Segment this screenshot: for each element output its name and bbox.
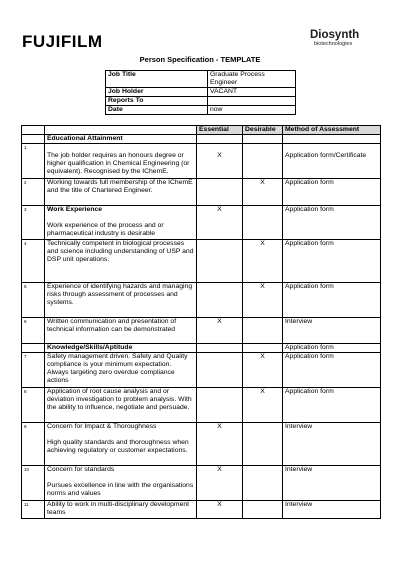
row-method: Interview [283, 501, 381, 519]
row-criteria [45, 206, 197, 240]
specification-table [21, 125, 381, 519]
row-title: Concern for standards [47, 466, 115, 473]
row-desirable: X [243, 353, 283, 388]
table-row [22, 179, 381, 206]
row-gap [47, 214, 194, 222]
job-info-table [105, 70, 296, 115]
section-essential [197, 344, 243, 353]
table-row [22, 206, 381, 240]
table-row [22, 240, 381, 283]
row-gap [199, 144, 240, 152]
row-num: 3 [22, 206, 45, 240]
row-title: Concern for Impact & Thoroughness [47, 423, 157, 430]
row-desirable [243, 206, 283, 240]
row-method: Application form [283, 240, 381, 283]
section-knowledge [45, 344, 197, 353]
reports-to-value [208, 97, 296, 106]
job-holder-value: VACANT [208, 88, 296, 97]
row-criteria [45, 466, 197, 501]
section-method: Application form [283, 344, 381, 353]
row-gap [47, 144, 194, 152]
row-criteria: Ability to work in multi-disciplinary development teams [45, 501, 197, 519]
table-header-row [22, 126, 381, 135]
date-value: now [208, 106, 296, 115]
row-essential: X [197, 423, 243, 466]
row-num: 10 [22, 466, 45, 501]
row-essential: X [197, 466, 243, 501]
row-method: Interview [283, 423, 381, 466]
row-gap [285, 144, 378, 152]
section-row-education [22, 135, 381, 144]
fujifilm-logo: FUJIFILM [22, 32, 103, 51]
row-num: 2 [22, 179, 45, 206]
row-text: High quality standards and thoroughness when achieving regulatory or customer expectations. [47, 439, 189, 454]
row-criteria: Written communication and presentation of technical information can be demonstrated [45, 318, 197, 344]
row-essential [197, 353, 243, 388]
row-method: Interview [283, 318, 381, 344]
row-num: 4 [22, 240, 45, 283]
row-text: The job holder requires an honours degree or higher qualification in Chemical Engineering (or equivalent). Recognised by the IChemE. [47, 152, 190, 175]
table-row [22, 501, 381, 519]
row-method: Application form [283, 388, 381, 423]
table-row [22, 318, 381, 344]
section-title: Knowledge/Skills/Aptitude [47, 344, 133, 351]
row-criteria: Safety management driven. Safety and Quality compliance is your minimum expectation. Always targeting zero overdue compliance actions [45, 353, 197, 388]
info-row-date [106, 106, 296, 115]
job-title-label: Job Title [106, 71, 208, 88]
table-row [22, 423, 381, 466]
table-row [22, 144, 381, 179]
section-num [22, 344, 45, 353]
date-label: Date [106, 106, 208, 115]
section-essential [197, 135, 243, 144]
section-education [45, 135, 197, 144]
header-essential: Essential [197, 126, 243, 135]
table-row [22, 388, 381, 423]
row-method: Application form [283, 353, 381, 388]
document-title: Person Specification - TEMPLATE [139, 55, 261, 64]
row-method: Application form [283, 179, 381, 206]
row-desirable [243, 466, 283, 501]
row-desirable [243, 423, 283, 466]
row-gap [47, 431, 194, 439]
row-criteria: Technically competent in biological processes and science including understanding of USP and DSP unit operations. [45, 240, 197, 283]
row-text: Pursues excellence in line with the organisations norms and values [47, 482, 194, 497]
section-num [22, 135, 45, 144]
essential-mark: X [217, 152, 222, 159]
table-row [22, 353, 381, 388]
row-method [283, 144, 381, 179]
row-essential: X [197, 501, 243, 519]
row-essential [197, 388, 243, 423]
table-row [22, 283, 381, 318]
table-row [22, 466, 381, 501]
row-essential [197, 240, 243, 283]
section-desirable [243, 135, 283, 144]
row-num: 1 [22, 144, 45, 179]
row-num: 9 [22, 423, 45, 466]
row-desirable: X [243, 240, 283, 283]
row-desirable [243, 144, 283, 179]
info-row-reports-to [106, 97, 296, 106]
row-num: 7 [22, 353, 45, 388]
row-desirable [243, 501, 283, 519]
row-method: Application form [283, 206, 381, 240]
row-essential [197, 179, 243, 206]
row-criteria [45, 144, 197, 179]
row-method: Interview [283, 466, 381, 501]
row-desirable [243, 318, 283, 344]
row-essential: X [197, 318, 243, 344]
row-desirable: X [243, 179, 283, 206]
job-title-value: Graduate Process Engineer [208, 71, 296, 88]
row-criteria [45, 423, 197, 466]
reports-to-label: Reports To [106, 97, 208, 106]
header-method: Method of Assessment [283, 126, 381, 135]
row-text: Work experience of the process and or pharmaceutical industry is desirable [47, 222, 164, 237]
job-holder-label: Job Holder [106, 88, 208, 97]
diosynth-brand: Diosynth [310, 29, 360, 41]
row-num: 8 [22, 388, 45, 423]
row-criteria: Working towards full membership of the IChemE and the title of Chartered Engineer. [45, 179, 197, 206]
section-title: Work Experience [47, 206, 103, 213]
header-num [22, 126, 45, 135]
row-num: 11 [22, 501, 45, 519]
row-essential: X [197, 206, 243, 240]
diosynth-sub: biotechnologies [314, 41, 353, 47]
section-row-knowledge [22, 344, 381, 353]
section-desirable [243, 344, 283, 353]
row-method: Application form [283, 283, 381, 318]
row-num: 5 [22, 283, 45, 318]
info-row-job-holder [106, 88, 296, 97]
row-desirable: X [243, 388, 283, 423]
row-essential [197, 144, 243, 179]
header-desirable: Desirable [243, 126, 283, 135]
header-criteria [45, 126, 197, 135]
method-text: Application form/Certificate [285, 152, 367, 159]
info-row-job-title [106, 71, 296, 88]
row-gap [47, 474, 194, 482]
section-title: Educational Attainment [47, 135, 123, 142]
section-method [283, 135, 381, 144]
row-essential [197, 283, 243, 318]
row-desirable: X [243, 283, 283, 318]
diosynth-logo [310, 29, 380, 48]
row-num: 6 [22, 318, 45, 344]
row-criteria: Application of root cause analysis and or deviation investigation to problem analysis. With the ability to influence, negotiate and persuade. [45, 388, 197, 423]
row-criteria: Experience of identifying hazards and managing risks through assessment of processes and systems. [45, 283, 197, 318]
